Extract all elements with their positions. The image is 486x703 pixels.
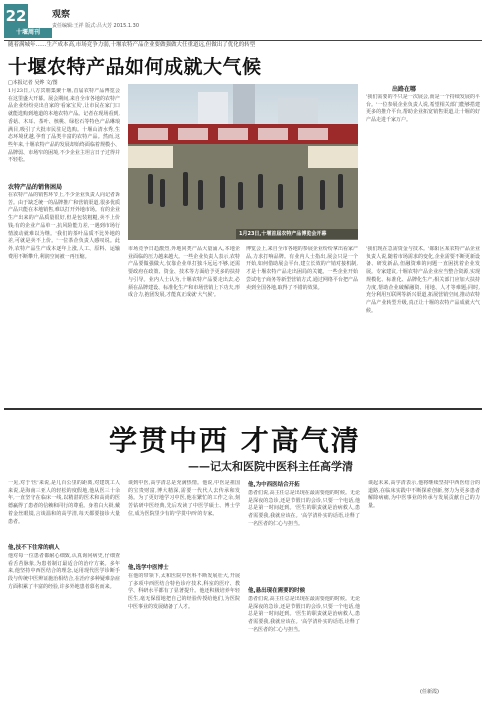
- byline: □本报记者 吴烨 文/图: [8, 80, 58, 86]
- article2-col5b: 患者们说,高主任总是出现在最需要他的时候。无论是深夜的急诊,还是节假日的会诊,只要一个电话,他总是第一时间赶到。'医生的职责就是治病救人,患者需要我,我就应该在。'高学清朴实的话语,诠释了一名医者的仁心与担当。: [248, 596, 360, 633]
- article1-col6: '我们现在急需资金与技术。'郧阳区某农特产品企业负责人说,随着市场需求的变化,企业需要不断更新设备、研发新品,但融资难的问题一直困扰着企业发展。专家建议,十堰农特产品企业应当整合资源,实现规模化、标准化、品牌化生产;相关部门应加大扶持力度,帮助企业破解融资、用地、人才等难题;同时,充分利用互联网等新兴渠道,拓展营销空间,推动农特产品产业转型升级,真正让十堰的农特产品成就大气候。: [366, 246, 480, 314]
- subtitle-2: ——记太和医院中医科主任高学清: [188, 460, 353, 473]
- article1-col2: 在农特产品的销售环节上,不少企业负责人向记者诉苦。由于缺乏统一的品牌推广和营销渠道,很多优质产品只能在本地销售,难以打开外地市场。有的企业生产出来的产品质量很好,但是包装粗糙,卖不上价钱;有的企业产品单一,抗风险能力差,一遇到市场行情波动就难以为继。'我们的茶叶品质不比外地的差,可就是卖不上价。'一位茶企负责人感叹说。此外,农特产品生产成本逐年上涨,人工、原料、运输费用不断攀升,利润空间被一再压缩。: [8, 192, 120, 260]
- section-name: 观察: [52, 10, 71, 20]
- headline: 十堰农特产品如何成就大气候: [8, 56, 262, 78]
- article2-subhead-4: 他,悬出现在需要的时候: [248, 588, 306, 594]
- photo-caption: 1月23日,十堰首届农特产品博览会开幕: [236, 229, 358, 239]
- article1-col4: 博览会上,来自全市各地的参展企业纷纷拿出看家产品,力求打响品牌。有业内人士指出,展会只是一个开始,如何借助展会平台,建立长效的产销对接机制,才是十堰农特产品走出困局的关键。一些企业开始尝试电子商务等新型营销方式,通过网络平台把产品卖到全国各地,取得了不错的效果。: [246, 246, 358, 291]
- article2-col5: 患者们说,高主任总是出现在最需要他的时候。无论是深夜的急诊,还是节假日的会诊,只要一个电话,他总是第一时间赶到。'医生的职责就是治病救人,患者需要我,我就应该在。'高学清朴实的话语,诠释了一名医者的仁心与担当。: [248, 490, 360, 527]
- article2-col4: 在他的带领下,太和医院中医科不断发展壮大,开展了多项中西医结合特色诊疗技术,科室的医疗、教学、科研水平都有了显著提升。他还积极培养年轻医生,毫无保留地把自己的经验传授给他们,为医院中医事业的发展储备了人才。: [128, 573, 240, 610]
- expo-photo: [128, 84, 358, 240]
- page-number: 22: [4, 4, 28, 28]
- article2-col3: 谈到中医,高学清总是充满热情。他说,中医是祖国的宝贵财富,博大精深,需要一代代人去传承和发扬。为了更好地学习中医,他在繁忙的工作之余,刻苦钻研中医经典,先后攻读了中医学硕士、博士学位,成为医院里少有的'学贯中西'的专家。: [128, 480, 240, 517]
- section-divider: [4, 408, 482, 410]
- reporter-signature: (任新霞): [420, 689, 439, 695]
- top-rule: [4, 40, 482, 41]
- article2-subhead-1: 他,技不下往常的病人: [8, 545, 60, 551]
- article2-subhead-3: 他,为中西医结合开拓: [248, 482, 300, 488]
- editor-line: 责任编辑:王祥 版式:吕大芳 2015.1.30: [52, 23, 139, 29]
- article1-col5: '我们需要的不只是一次展会,而是一个持续发展的平台。'一位参展企业负责人说,希望相关部门能够搭建更多的推介平台,帮助企业拓宽销售渠道,让十堰的好产品走进千家万户。: [366, 94, 480, 124]
- article1-col1: 1月23日,八方宾朋集聚十堰,首届农特产品博览会在这里盛大开幕。展会期间,来自全市各地的农特产品企业纷纷亮出自家的'看家宝贝',让市民在家门口就能选购到地道的本地农特产品。记者在现场看到,香菇、木耳、茶叶、核桃、绿松石等特色产品琳琅满目,吸引了大批市民驻足选购。十堰山清水秀,生态环境优越,孕育了品类丰富的农特产品。然而,这些年来,十堰农特产品的发展却始终面临着规模小、品牌弱、市场窄的困境,不少企业主坦言日子过得并不轻松。: [8, 88, 120, 164]
- article2-subhead-2: 他,选学中医博士: [128, 565, 169, 571]
- article2-col6: 谈起未来,高学清表示,他将继续坚持中西医结合的道路,在临床实践中不断探索创新,努力为更多患者解除病痛,为中医事业的传承与发展贡献自己的力量。: [368, 480, 480, 510]
- article1-col3: 市场竞争日趋激烈,外地同类产品大量涌入,本地企业面临的压力越来越大。一些企业负责人表示,农特产品要做强做大,仅靠企业单打独斗远远不够,还需要政府在政策、资金、技术等方面给予更多的扶持与引导。业内人士认为,十堰农特产品要走出去,必须在品牌建设、标准化生产和市场营销上下功夫,形成合力,抱团发展,才能真正成就'大气候'。: [128, 246, 240, 299]
- right-column-subhead: 出路在哪: [392, 86, 417, 93]
- article2-col1: 一见,对于'医'来说,是几百公里的距离,对建筑工人来说,是海南三亚人的轻松的度假地,他从医三十余年,一直坚守在临床一线,以精湛的医术和高尚的医德赢得了患者的信赖和同行的尊重。身着白大褂,戴着金丝眼镜,言谈温和的高学清,每天都要接诊大量患者。: [8, 480, 120, 525]
- paper-name: 十堰周刊: [4, 28, 52, 38]
- expo-photo-scene: [128, 84, 358, 240]
- section-subhead: 农特产品的销售困局: [8, 184, 63, 191]
- article2-col2: 他对每一位患者都耐心细致,认真询问病史,仔细查看舌苔脉象,为患者制订最适合的治疗方案。多年来,他坚持中西医结合的理念,运用现代医学诊断手段与传统中医辨证施治相结合,在治疗多种疑难杂症方面积累了丰富的经验,许多外地患者慕名而来。: [8, 553, 120, 590]
- lead-paragraph: 随着满城年……生产成本高,市场竞争力弱,十堰农特产品企业要做强做大任重道远,但做出了优化的转型: [8, 42, 256, 48]
- headline-2: 学贯中西 才高气清: [109, 424, 361, 457]
